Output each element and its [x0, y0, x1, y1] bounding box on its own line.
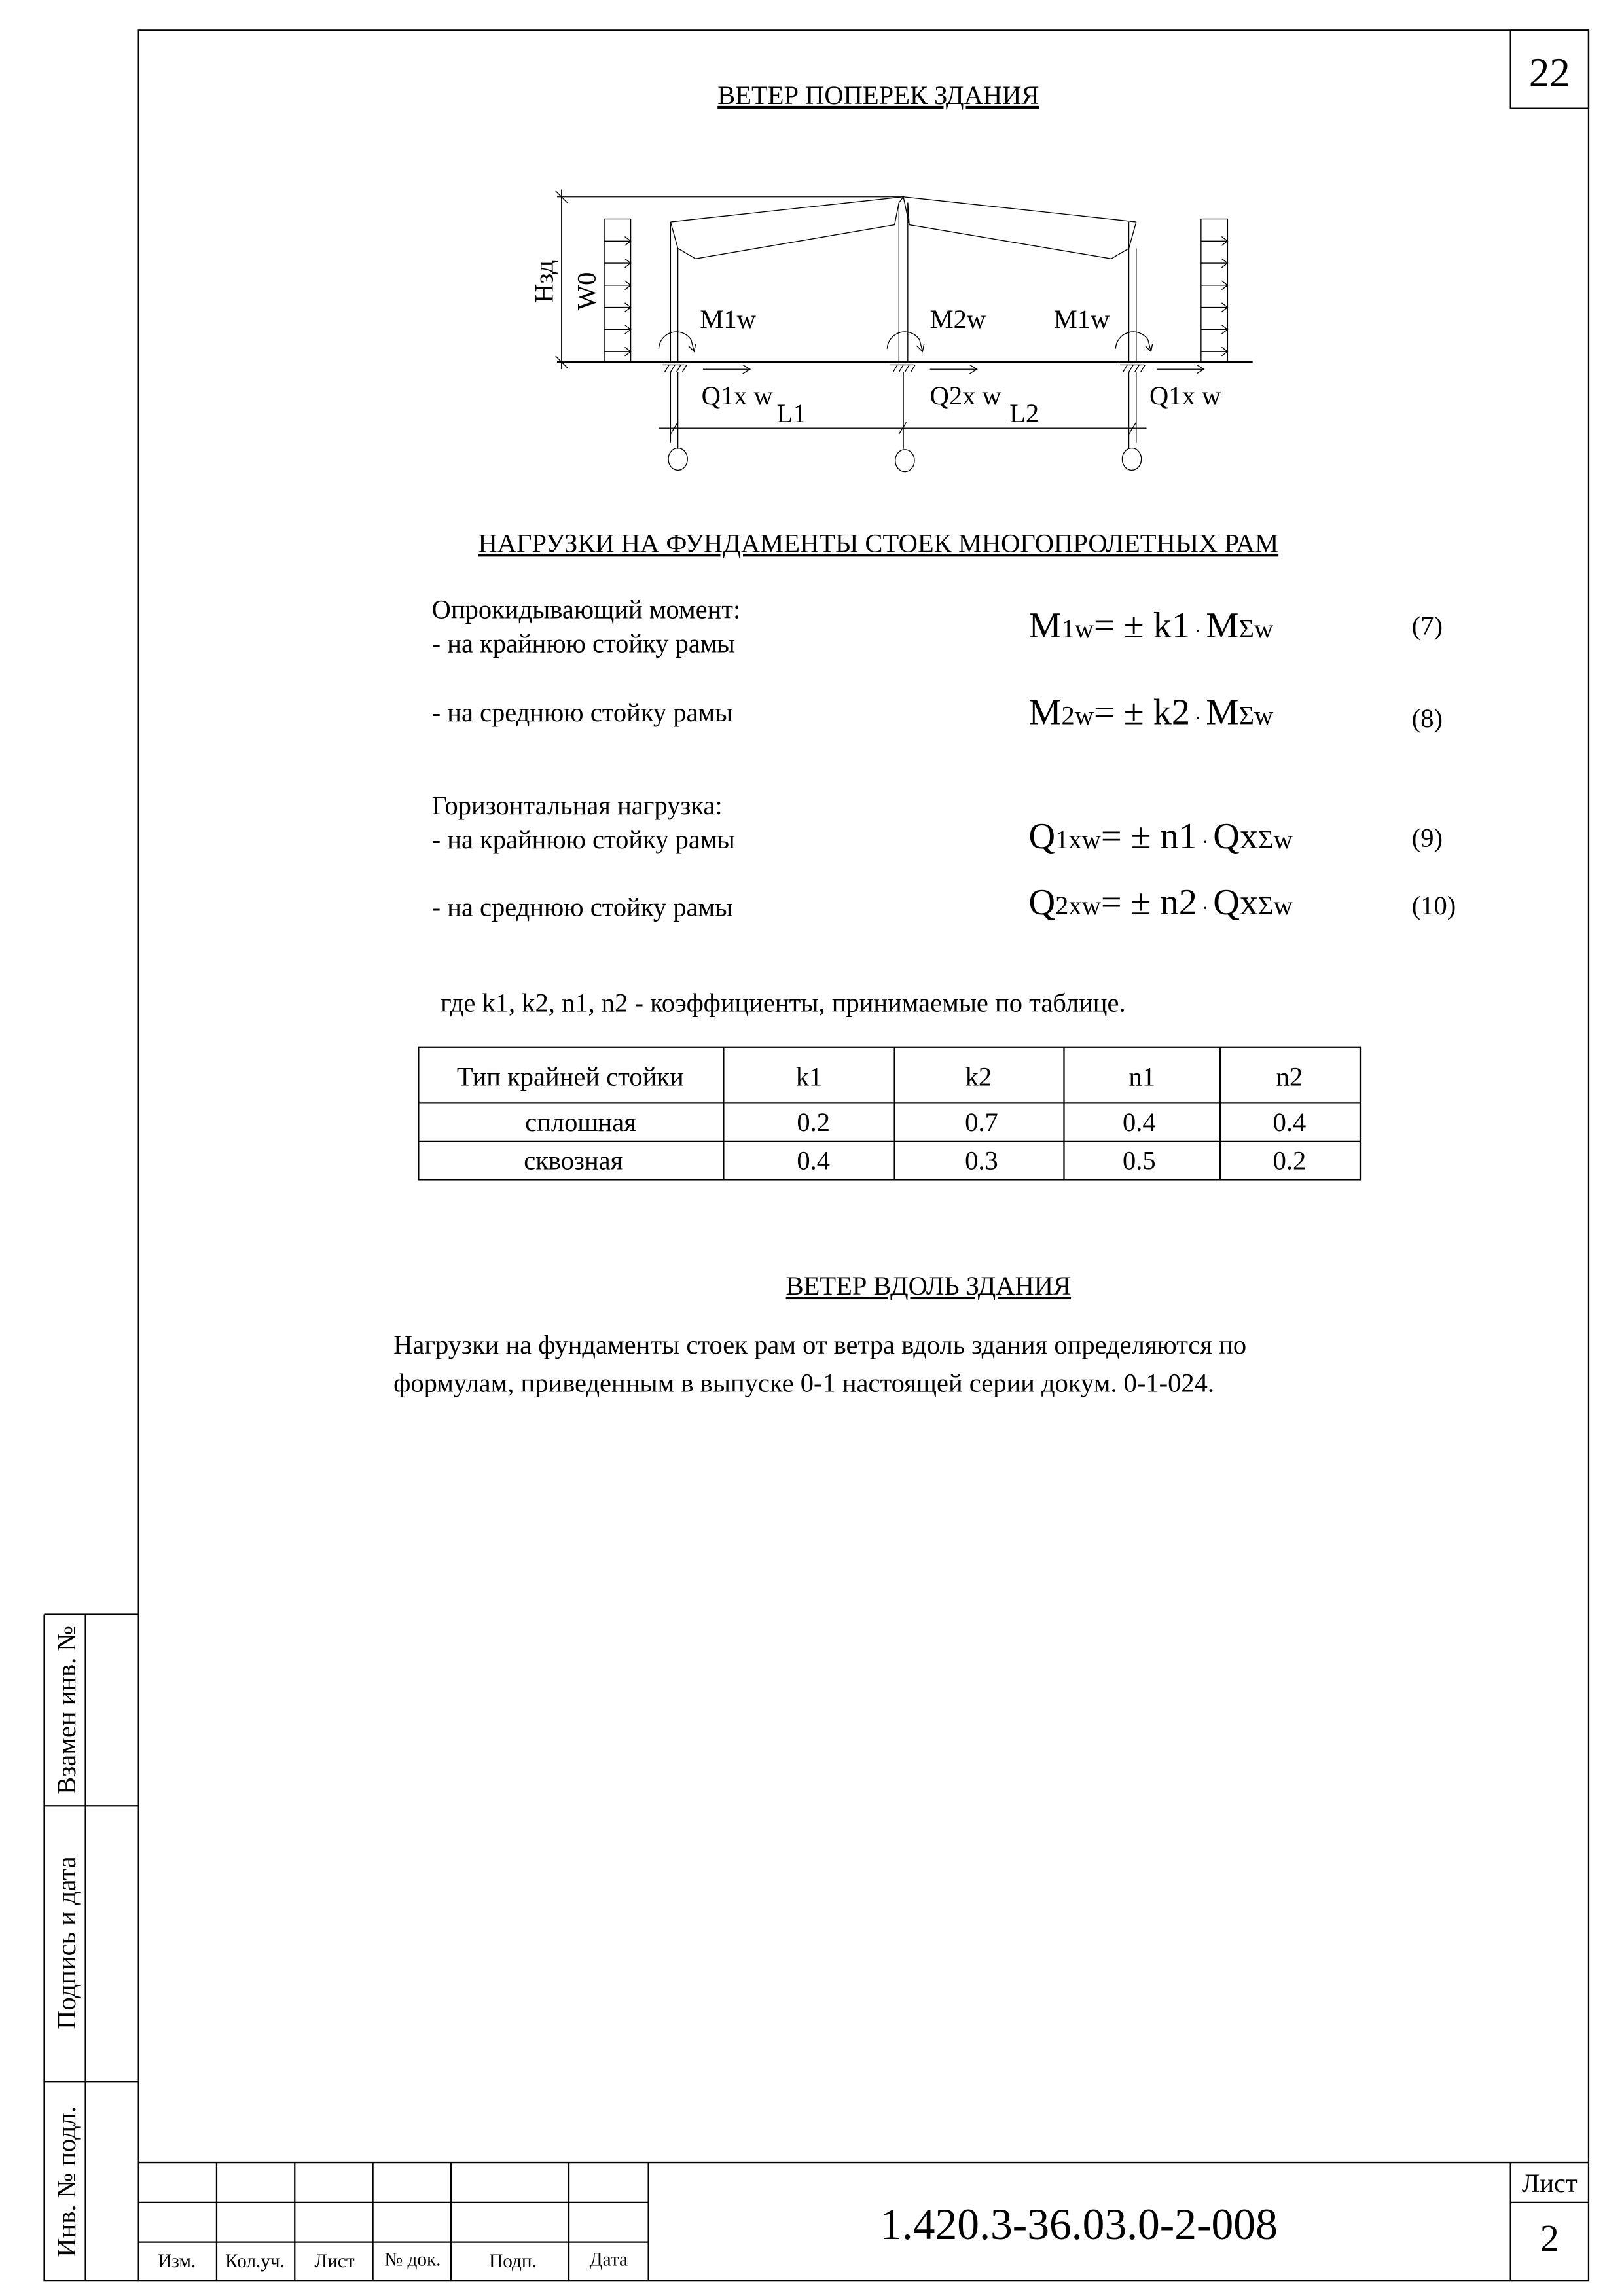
table-cell: сплошная — [525, 1107, 636, 1138]
moment-label-middle: M2w — [929, 304, 986, 334]
table-cell: сквозная — [524, 1145, 623, 1175]
table-cell: 0.4 — [797, 1145, 831, 1175]
axis-marker-icon — [1122, 448, 1141, 471]
sheet-frame — [139, 30, 1589, 2280]
horiz-edge-text: - на крайнюю стойку рамы — [431, 824, 735, 854]
moment-arrow-icons — [659, 332, 1152, 351]
table-cell: 0.5 — [1122, 1145, 1156, 1175]
table-header: k1 — [795, 1062, 823, 1092]
wind-load-left — [604, 219, 631, 362]
formula-8 — [1028, 692, 1443, 734]
heading-wind-along: ВЕТЕР ВДОЛЬ ЗДАНИЯ — [785, 1271, 1072, 1301]
tb-col-kol: Кол.уч. — [225, 2250, 285, 2272]
horiz-middle-text: - на среднюю стойку рамы — [431, 892, 733, 922]
shear-label-left: Q1x w — [701, 381, 773, 411]
stamp-replaced-inv: Взамен инв. № — [51, 1625, 81, 1795]
coefficients-table — [418, 1047, 1360, 1180]
formula-number: (9) — [1411, 823, 1443, 853]
stamp-signature-date: Подпись и дата — [51, 1856, 81, 2030]
table-cell: 0.4 — [1122, 1107, 1156, 1138]
side-stamps — [45, 1615, 139, 2281]
tb-col-date: Дата — [589, 2249, 628, 2270]
heading-loads: НАГРУЗКИ НА ФУНДАМЕНТЫ СТОЕК МНОГОПРОЛЕТНЫХ РАМ — [478, 528, 1279, 558]
height-label: Hзд — [529, 260, 559, 303]
table-header: n1 — [1128, 1062, 1156, 1092]
formula-expression: M2w= ± k2 · MΣw — [1028, 692, 1274, 733]
shear-label-middle: Q2x w — [929, 381, 1001, 411]
axis-marker-icon — [668, 448, 687, 471]
formula-number: (7) — [1411, 611, 1443, 641]
tb-col-doc: № док. — [384, 2249, 441, 2270]
table-header: n2 — [1276, 1062, 1303, 1092]
formula-expression: M1w= ± k1 · MΣw — [1028, 605, 1274, 646]
document-code: 1.420.3-36.03.0-2-008 — [880, 2200, 1278, 2250]
formula-expression: Q1xw= ± n1 · QxΣw — [1028, 816, 1293, 857]
table-cell: 0.7 — [965, 1107, 998, 1138]
moment-heading: Опрокидывающий момент: — [431, 594, 741, 624]
heading-wind-across: ВЕТЕР ПОПЕРЕК ЗДАНИЯ — [717, 80, 1039, 110]
stamp-inv-original: Инв. № подл. — [51, 2106, 81, 2257]
formula-10 — [1028, 882, 1456, 923]
formula-number: (10) — [1411, 891, 1456, 921]
tb-col-sign: Подп. — [489, 2250, 537, 2272]
table-cell: 0.2 — [1272, 1145, 1307, 1175]
sheet-label: Лист — [1521, 2168, 1578, 2198]
moment-edge-text: - на крайнюю стойку рамы — [431, 628, 735, 658]
along-text-line2: формулам, приведенным в выпуске 0-1 настоящей серии докум. 0-1-024. — [393, 1368, 1215, 1398]
formula-number: (8) — [1411, 704, 1443, 734]
table-header: k2 — [965, 1062, 992, 1092]
formula-9 — [1028, 816, 1443, 857]
moment-label-left: M1w — [700, 304, 756, 334]
table-cell: 0.2 — [797, 1107, 831, 1138]
formula-7 — [1028, 605, 1443, 646]
span-label-l1: L1 — [776, 399, 806, 429]
table-cell: 0.3 — [965, 1145, 998, 1175]
moment-label-right: M1w — [1053, 304, 1110, 334]
top-sheet-number: 22 — [1528, 49, 1570, 96]
title-block — [139, 2162, 1589, 2280]
sheet-value: 2 — [1540, 2217, 1559, 2260]
tb-col-list: Лист — [314, 2250, 355, 2272]
horiz-heading: Горизонтальная нагрузка: — [431, 791, 723, 821]
table-header: Тип крайней стойки — [456, 1062, 684, 1092]
frame-diagram — [529, 189, 1252, 471]
axis-marker-icon — [895, 450, 914, 472]
moment-middle-text: - на среднюю стойку рамы — [431, 698, 733, 728]
table-cell: 0.4 — [1272, 1107, 1307, 1138]
frame-columns-and-roof — [670, 197, 1136, 362]
wind-pressure-label: W0 — [571, 272, 602, 311]
shear-label-right: Q1x w — [1149, 381, 1221, 411]
along-text-line1: Нагрузки на фундаменты стоек рам от ветра вдоль здания определяются по — [393, 1330, 1247, 1360]
coefficients-note: где k1, k2, n1, n2 - коэффициенты, принимаемые по таблице. — [441, 988, 1126, 1018]
span-label-l2: L2 — [1009, 399, 1039, 429]
tb-col-izm: Изм. — [158, 2250, 196, 2272]
formula-expression: Q2xw= ± n2 · QxΣw — [1028, 882, 1293, 924]
wind-load-right — [1201, 219, 1228, 362]
